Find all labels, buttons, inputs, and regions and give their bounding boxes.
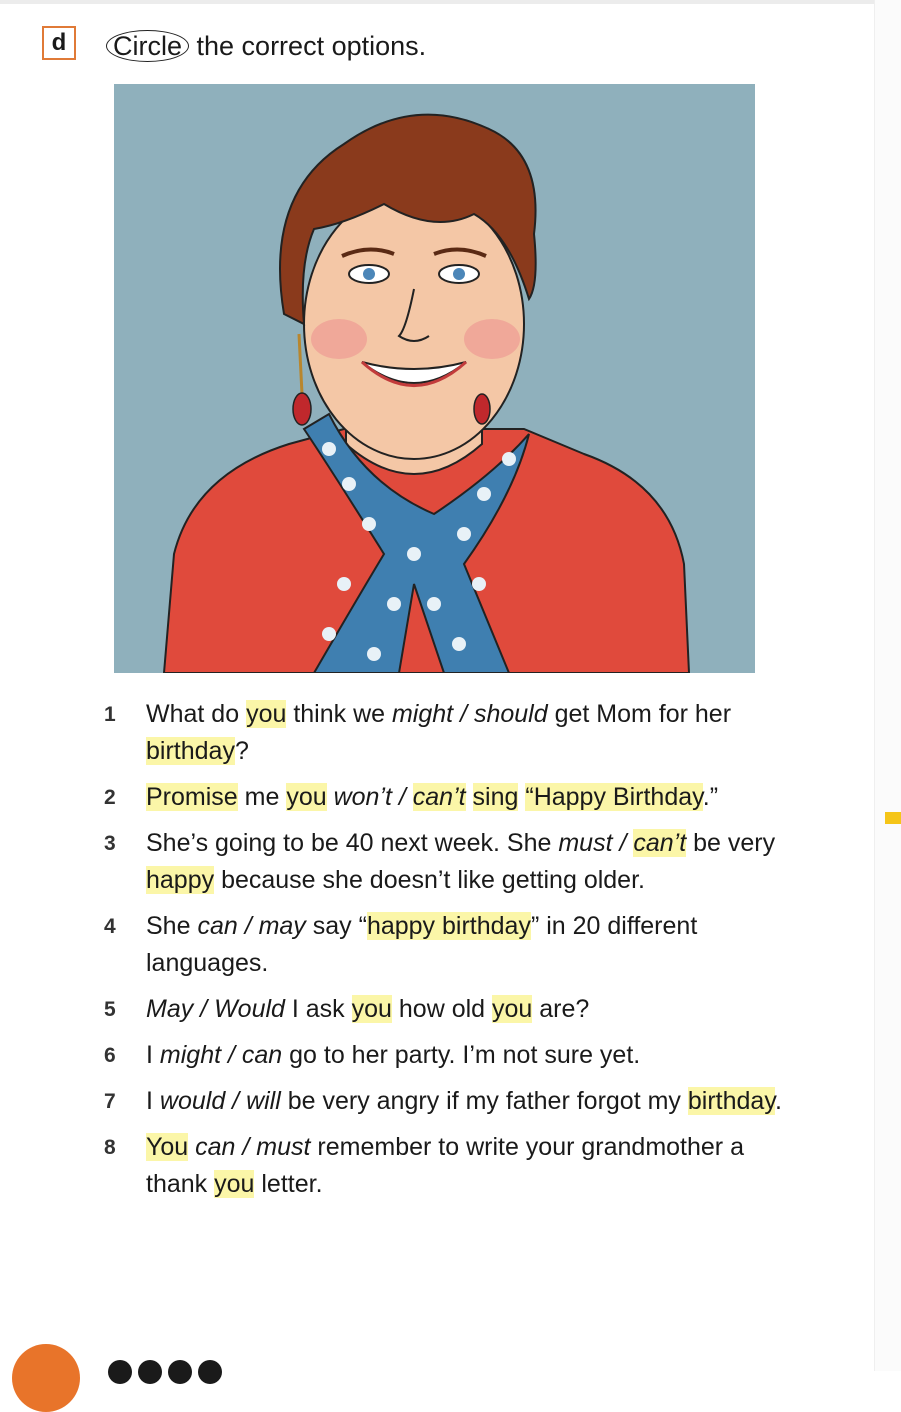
item-number: 6 [104, 1044, 116, 1067]
item-number: 1 [104, 703, 116, 726]
item-number: 3 [104, 832, 116, 855]
highlighted-word: you [492, 995, 533, 1023]
sentence-fragment: me [237, 783, 287, 811]
next-section-heading-cropped [108, 1348, 258, 1388]
highlighted-word: sing [472, 783, 519, 811]
circled-word: Circle [106, 30, 189, 62]
answer-options[interactable]: can’t [412, 783, 466, 811]
left-iris [363, 268, 375, 280]
item-number: 8 [104, 1136, 116, 1159]
exercise-item-3 [104, 825, 784, 899]
exercise-item-2 [104, 779, 784, 816]
exercise-list [104, 696, 784, 1212]
highlighted-word: happy birthday [366, 912, 531, 940]
highlighted-word: you [351, 995, 392, 1023]
highlighted-word: you [286, 783, 327, 811]
sentence-fragment: She [146, 912, 198, 940]
highlighted-word: “Happy Birthday [525, 783, 703, 811]
instruction-text: the correct options. [189, 31, 427, 61]
item-number: 2 [104, 786, 116, 809]
exercise-item-4 [104, 908, 784, 982]
highlighted-word: Promise [146, 783, 238, 811]
answer-options[interactable]: would / will [159, 1087, 281, 1115]
answer-options[interactable]: might / can [159, 1041, 283, 1069]
highlighted-word: You [146, 1133, 189, 1161]
item-sentence [146, 908, 784, 982]
sentence-fragment: ” in 20 different languages. [146, 912, 698, 977]
item-number: 5 [104, 998, 116, 1021]
sentence-fragment [327, 783, 334, 811]
sentence-fragment: She’s going to be 40 next week. She [146, 829, 559, 857]
sentence-fragment: how old [391, 995, 492, 1023]
item-number: 7 [104, 1090, 116, 1113]
woman-portrait-svg [114, 84, 755, 673]
sentence-fragment: What do [146, 700, 247, 728]
yellow-page-tab [885, 812, 901, 824]
sentence-fragment: remember to write your grandmother a thank [146, 1133, 744, 1198]
sentence-fragment: letter. [254, 1170, 323, 1198]
item-sentence [146, 1129, 784, 1203]
section-letter: d [51, 29, 67, 56]
item-sentence [146, 779, 784, 816]
item-sentence [146, 991, 784, 1028]
left-cheek [311, 319, 367, 359]
answer-options[interactable]: won’t / [333, 783, 413, 811]
item-sentence [146, 1037, 784, 1074]
sentence-fragment: be very angry if my father forgot my [280, 1087, 688, 1115]
sentence-fragment: .” [702, 783, 719, 811]
highlighted-word: birthday [687, 1087, 775, 1115]
exercise-instruction [106, 28, 426, 64]
sentence-fragment: be very [686, 829, 776, 857]
item-number: 4 [104, 915, 116, 938]
sentence-fragment: think we [286, 700, 392, 728]
exercise-item-6 [104, 1037, 784, 1074]
highlighted-word: you [214, 1170, 255, 1198]
sentence-fragment: because she doesn’t like getting older. [214, 866, 645, 894]
left-earring [293, 393, 311, 425]
item-sentence [146, 825, 784, 899]
answer-options[interactable]: must / [558, 829, 634, 857]
answer-options[interactable]: can / must [195, 1133, 311, 1161]
answer-options[interactable]: May / Would [146, 995, 285, 1023]
highlighted-word: birthday [146, 737, 235, 765]
exercise-item-1 [104, 696, 784, 770]
sentence-fragment: . [774, 1087, 782, 1115]
exercise-item-8 [104, 1129, 784, 1203]
sentence-fragment: say “ [305, 912, 367, 940]
right-earring [474, 394, 490, 424]
sentence-fragment [466, 783, 473, 811]
sentence-fragment: I [146, 1087, 160, 1115]
section-letter-badge [42, 26, 76, 60]
sentence-fragment: are? [532, 995, 590, 1023]
orange-section-marker [12, 1344, 80, 1412]
sentence-fragment: go to her party. I’m not sure yet. [282, 1041, 641, 1069]
item-sentence [146, 696, 784, 770]
right-iris [453, 268, 465, 280]
exercise-item-7 [104, 1083, 784, 1120]
page-right-edge [874, 0, 901, 1371]
woman-illustration [114, 84, 755, 673]
exercise-item-5 [104, 991, 784, 1028]
answer-options[interactable]: might / should [391, 700, 548, 728]
right-cheek [464, 319, 520, 359]
sentence-fragment: I ask [284, 995, 352, 1023]
sentence-fragment: get Mom for her [547, 700, 732, 728]
highlighted-word: happy [146, 866, 215, 894]
answer-options[interactable]: can’t [633, 829, 687, 857]
item-sentence [146, 1083, 784, 1120]
sentence-fragment: I [146, 1041, 160, 1069]
top-rule [0, 0, 901, 4]
highlighted-word: you [246, 700, 287, 728]
answer-options[interactable]: can / may [197, 912, 306, 940]
sentence-fragment: ? [234, 737, 249, 765]
